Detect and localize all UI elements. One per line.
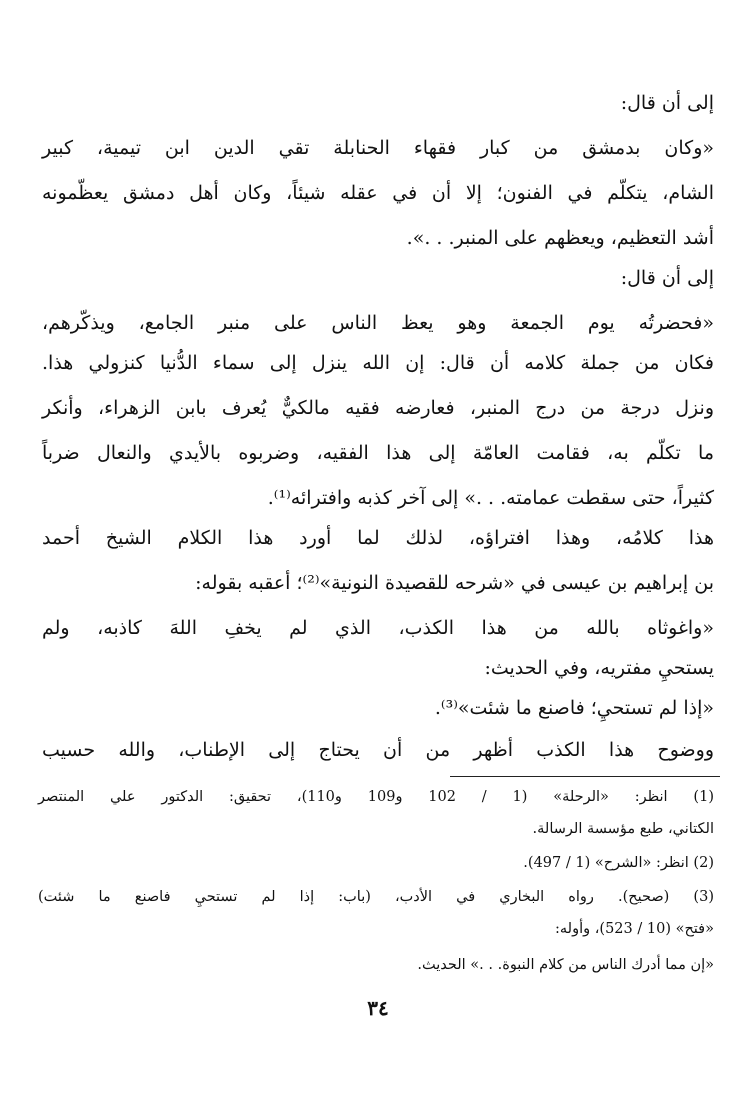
page-number: ٣٤ [367,996,389,1020]
footnote-line: «فتح» (10 / 523)، وأوله: [555,921,714,937]
body-line: «واغوثاه بالله من هذا الكذب، الذي لم يخفِ اللهَ كاذبه، ولم [42,617,714,639]
footnote-line: (2) انظر: «الشرح» (1 / 497). [523,855,714,871]
body-line: إلى أن قال: [620,267,714,289]
footnote-line: «إن مما أدرك الناس من كلام النبوة. . .» الحديث. [417,957,714,973]
body-line: كثيراً، حتى سقطت عمامته. . .» إلى آخر كذبه وافترائه⁽¹⁾. [267,487,714,509]
body-line: «وكان بدمشق من كبار فقهاء الحنابلة تقي الدين ابن تيمية، كبير [42,137,714,159]
body-line: يستحيِ مفتريه، وفي الحديث: [484,657,714,679]
body-line: «إذا لم تستحيِ؛ فاصنع ما شئت»⁽³⁾. [434,697,714,719]
body-line: فكان من جملة كلامه أن قال: إن الله ينزل إلى سماء الدُّنيا كنزولي هذا. [42,352,714,374]
body-line: أشد التعظيم، ويعظهم على المنبر. . .». [406,227,714,249]
body-line: هذا كلامُه، وهذا افتراؤه، لذلك لما أورد هذا الكلام الشيخ أحمد [42,527,714,549]
footnote-line: الكتاني، طبع مؤسسة الرسالة. [532,821,714,837]
body-line: «فحضرتُه يوم الجمعة وهو يعظ الناس على منبر الجامع، ويذكّرهم، [42,312,714,334]
footnote-line: (3) (صحيح). رواه البخاري في الأدب، (باب: إذا لم تستحيِ فاصنع ما شئت) [38,889,714,905]
footnote-separator [450,776,720,777]
body-line: ما تكلّم به، فقامت العامّة إلى هذا الفقيه، وضربوه بالأيدي والنعال ضرباً [42,442,714,464]
body-line: بن إبراهيم بن عيسى في «شرحه للقصيدة النونية»⁽²⁾؛ أعقبه بقوله: [195,572,714,594]
body-line: ونزل درجة من درج المنبر، فعارضه فقيه مالكيٌّ يُعرف بابن الزهراء، وأنكر [42,397,714,419]
body-line: ووضوح هذا الكذب أظهر من أن يحتاج إلى الإطناب، والله حسيب [42,739,714,761]
footnote-line: (1) انظر: «الرحلة» (1 / 102 و109 و110)، تحقيق: الدكتور علي المنتصر [38,789,714,805]
body-line: إلى أن قال: [620,92,714,114]
body-line: الشام، يتكلّم في الفنون؛ إلا أن في عقله شيئاً، وكان أهل دمشق يعظّمونه [42,182,714,204]
